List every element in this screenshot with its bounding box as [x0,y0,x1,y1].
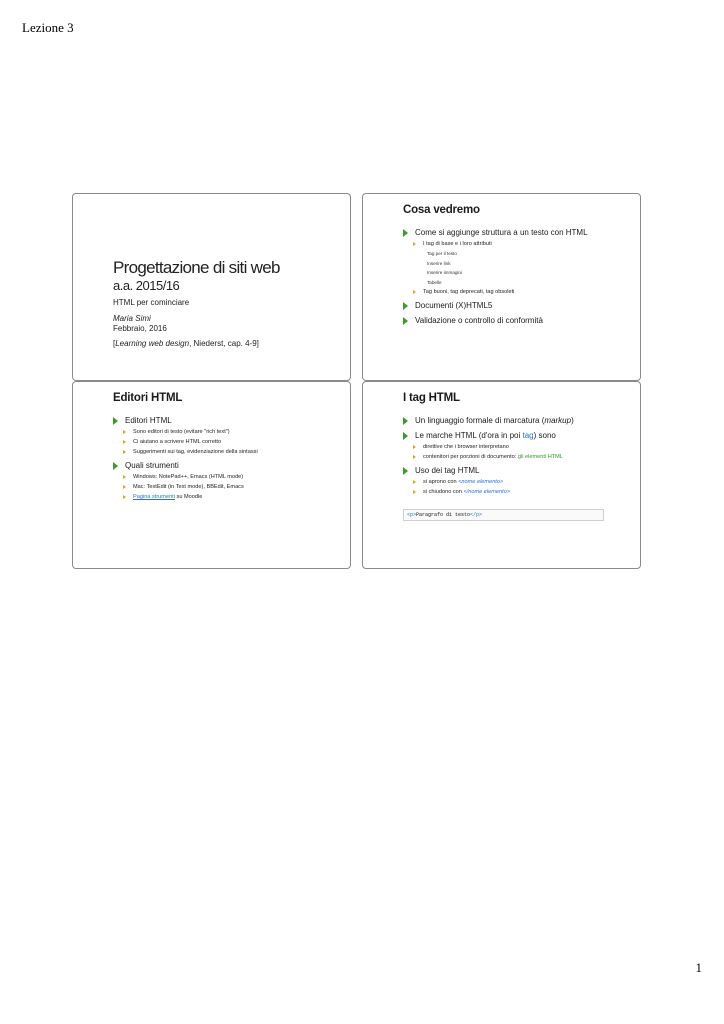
green-triangle-bullet-icon [113,417,118,425]
sub-bullet-item [113,447,342,457]
sub-bullet-code: </nome elemento> [463,489,511,495]
bullet-text-highlight: tag [522,431,534,440]
ref-rest: , Niederst, cap. 4-9] [189,339,259,348]
green-triangle-bullet-icon [403,302,408,310]
slide-editori-html [72,381,351,569]
green-triangle-bullet-icon [403,432,408,440]
bullet-item [403,226,632,239]
sub-bullet-item [113,482,342,492]
yellow-triangle-bullet-icon [123,485,126,489]
bullet-text: Documenti (X)HTML5 [415,301,493,310]
course-title: Progettazione di siti web [113,258,280,277]
sub-bullet-item [403,477,632,487]
page-number: 1 [695,960,702,975]
bullet-text: Le marche HTML (d'ora in poi [415,431,523,440]
sub-bullet-text: Windows: NotePad++, Emacs (HTML mode) [133,474,244,480]
sub-sub-item: Inserire link [427,260,451,266]
bullet-text: Validazione o controllo di conformità [415,316,543,325]
green-triangle-bullet-icon [403,317,408,325]
yellow-triangle-bullet-icon [123,430,126,434]
yellow-triangle-bullet-icon [413,480,416,484]
bullet-item [113,459,342,472]
bullet-list [113,412,342,502]
slide-heading: I tag HTML [403,392,460,404]
code-text: Paragrafo di testo [416,512,471,518]
sub-sub-item: Inserire immagini [427,270,462,275]
sub-bullet-item [403,239,632,249]
bullet-item [113,414,342,427]
bullet-item [403,429,632,442]
green-triangle-bullet-icon [403,417,408,425]
sub-bullet-text: Mac: TextEdit (in Text mode), BBEdit, Emacs [133,484,244,490]
sub-bullet-item [113,472,342,482]
pagina-strumenti-link[interactable]: Pagina strumenti [133,494,175,500]
sub-bullet-text: I tag di base e i loro attributi [423,241,492,247]
bullet-text: Quali strumenti [125,461,179,470]
sub-bullet-text: su Moodle [174,494,203,500]
bullet-list [403,224,632,327]
sub-bullet-text: Sono editori di testo (evitare "rich text") [133,429,230,435]
sub-bullet-text: si chiudono con [423,489,464,495]
code-example-box [403,509,604,521]
ref-open: [ [113,339,116,348]
sub-bullet-item [403,442,632,452]
bullet-list [403,412,632,497]
bullet-item [403,314,632,327]
slide-heading: Editori HTML [113,392,183,404]
slide-heading: Cosa vedremo [403,204,480,216]
green-triangle-bullet-icon [403,467,408,475]
sub-bullet-text: contenitori per porzioni di documento: [423,454,518,460]
lesson-date: Febbraio, 2016 [113,324,167,333]
green-triangle-bullet-icon [113,462,118,470]
sub-bullet-text: Suggerimenti sui tag, evidenziazione della sintassi [133,449,258,455]
yellow-triangle-bullet-icon [413,445,416,449]
bullet-text: Editori HTML [125,416,172,425]
sub-sub-item: Tag per il testo [427,251,457,256]
page-header: Lezione 3 [22,20,74,35]
bullet-text: Come si aggiunge struttura a un testo con HTML [415,228,588,237]
sub-bullet-item [113,437,342,447]
yellow-triangle-bullet-icon [413,290,416,294]
yellow-triangle-bullet-icon [123,450,126,454]
book-reference [113,339,259,348]
sub-sub-item: Tabelle [427,279,442,285]
yellow-triangle-bullet-icon [413,455,416,459]
code-open-tag: <p> [407,512,417,518]
bullet-text-italic: markup [544,416,572,425]
sub-bullet-item [113,492,342,502]
yellow-triangle-bullet-icon [413,490,416,494]
sub-bullet-text: Ci aiutano a scrivere HTML corretto [133,439,222,445]
slide-title [72,193,351,381]
code-close-tag: </p> [470,512,483,518]
bullet-text: Un linguaggio formale di marcatura ( [415,416,545,425]
bullet-item [403,299,632,312]
author-name: Maria Simi [113,314,151,323]
sub-bullet-code: <nome elemento> [458,479,504,485]
bullet-item [403,414,632,427]
sub-bullet-item [403,487,632,497]
ref-book-title: Learning web design [115,339,190,348]
sub-bullet-item [113,427,342,437]
yellow-triangle-bullet-icon [413,242,416,246]
sub-bullet-item [403,287,632,297]
green-triangle-bullet-icon [403,229,408,237]
bullet-item [403,464,632,477]
yellow-triangle-bullet-icon [123,440,126,444]
sub-bullet-text-green: gli elementi HTML [517,454,563,460]
sub-bullet-text: direttive che i browser interpretano [423,444,509,450]
slide-tag-html [362,381,641,569]
yellow-triangle-bullet-icon [123,495,126,499]
sub-bullet-text: Tag buoni, tag deprecati, tag obsoleti [423,289,515,295]
lesson-subtitle: HTML per cominciare [113,298,190,307]
sub-bullet-item [403,452,632,462]
bullet-text: Uso dei tag HTML [415,466,480,475]
slide-cosa-vedremo [362,193,641,381]
bullet-text: ) sono [533,431,556,440]
sub-bullet-text: si aprono con [423,479,459,485]
academic-year: a.a. 2015/16 [113,278,180,293]
yellow-triangle-bullet-icon [123,475,126,479]
bullet-text: ) [571,416,574,425]
